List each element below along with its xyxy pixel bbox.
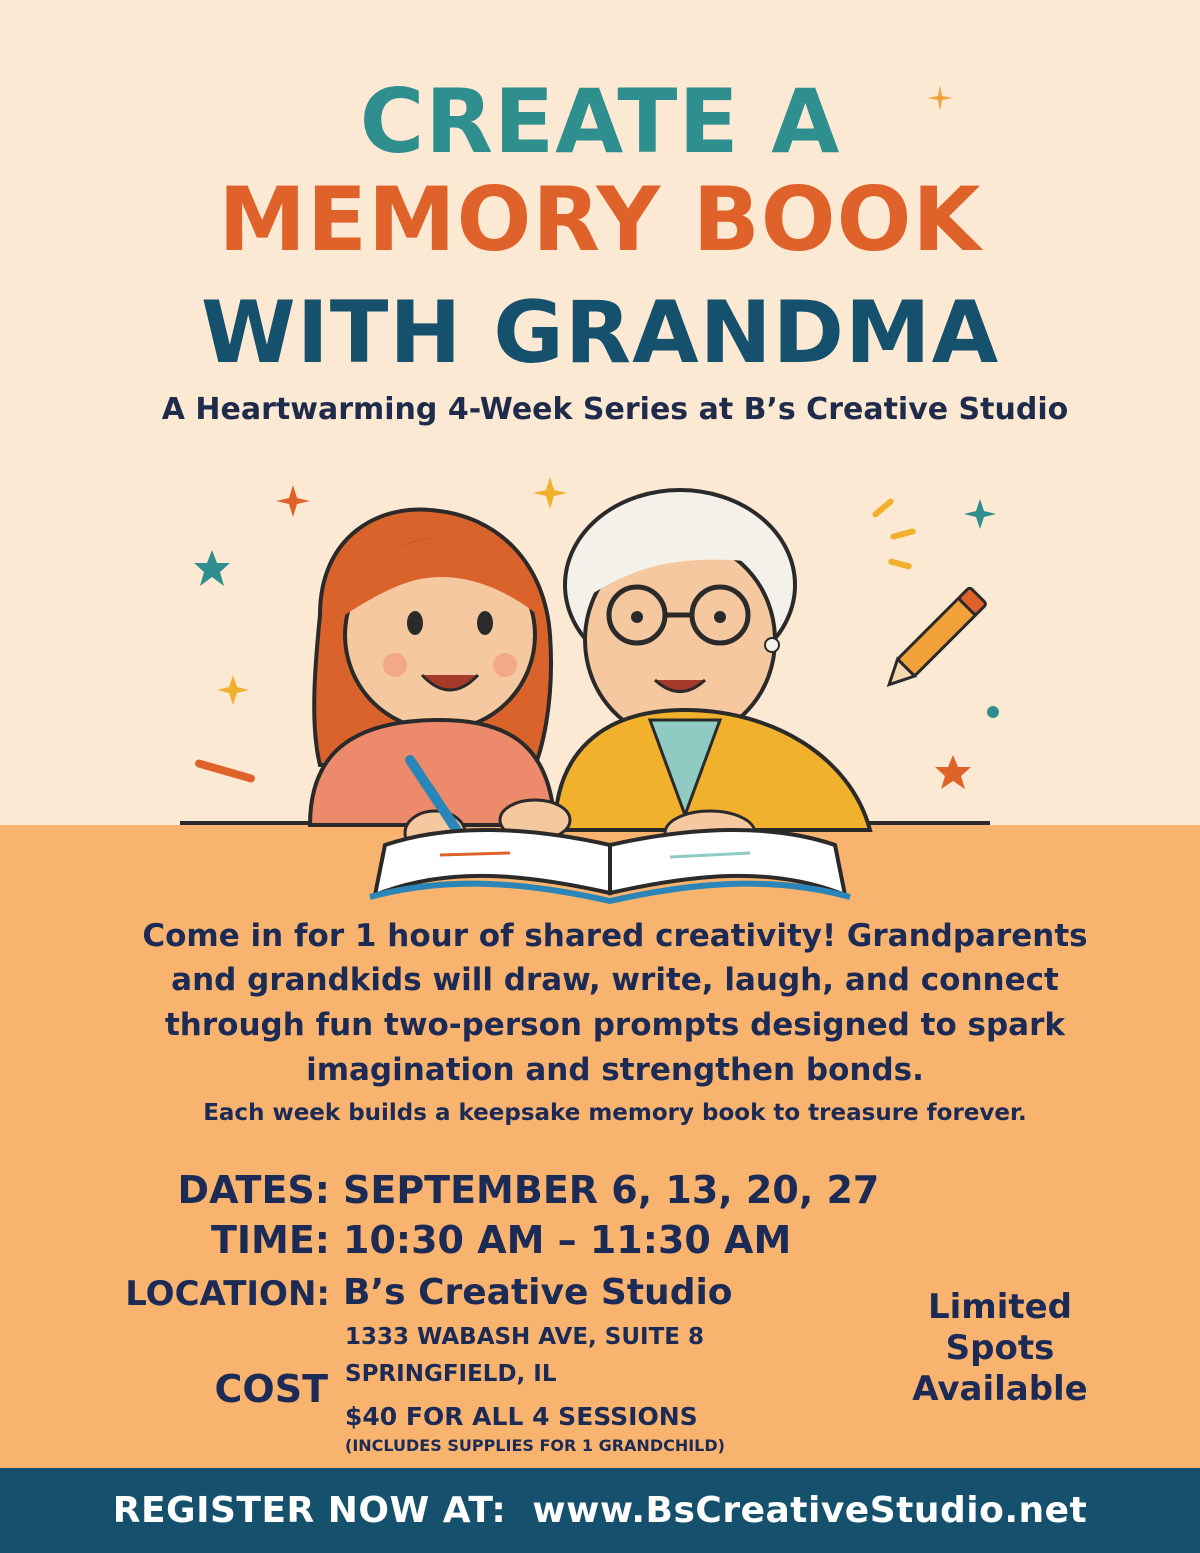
location-label: LOCATION:: [125, 1274, 330, 1314]
register-footer: [0, 1468, 1200, 1553]
cost-note: (INCLUDES SUPPLIES FOR 1 GRANDCHILD): [345, 1436, 725, 1455]
title-line-3: WITH GRANDMA: [200, 283, 1000, 383]
description-line-4: imagination and strengthen bonds.: [306, 1052, 924, 1088]
title-line-2: MEMORY BOOK: [218, 168, 982, 271]
cost-label: COST: [214, 1367, 328, 1411]
description-line-1: Come in for 1 hour of shared creativity! Grandparents: [142, 918, 1088, 954]
title-line-1: CREATE A: [359, 70, 841, 173]
grandma-and-child-illustration: [150, 465, 1050, 905]
grandma-figure: [500, 490, 870, 855]
address-line-2: SPRINGFIELD, IL: [345, 1361, 557, 1387]
pencil-icon: [881, 587, 987, 693]
description-line-3: through fun two-person prompts designed to spark: [164, 1007, 1065, 1043]
dates-value: SEPTEMBER 6, 13, 20, 27: [343, 1168, 880, 1212]
open-book-icon: [370, 830, 850, 901]
subtitle: A Heartwarming 4-Week Series at B’s Creative Studio: [161, 392, 1069, 427]
time-value: 10:30 AM – 11:30 AM: [343, 1218, 792, 1262]
sparkle-icon: [925, 83, 955, 113]
address-line-1: 1333 WABASH AVE, SUITE 8: [345, 1324, 705, 1350]
cost-value: $40 FOR ALL 4 SESSIONS: [345, 1402, 698, 1431]
limited-spots-note: [880, 1287, 1120, 1410]
limited-line-2: Spots: [945, 1328, 1055, 1368]
description-line-5: Each week builds a keepsake memory book to treasure forever.: [203, 1100, 1027, 1126]
location-value: B’s Creative Studio: [343, 1272, 733, 1313]
limited-line-3: Available: [912, 1369, 1088, 1409]
dates-label: DATES:: [177, 1168, 330, 1212]
time-label: TIME:: [210, 1218, 330, 1262]
description-line-2: and grandkids will draw, write, laugh, and connect: [171, 962, 1059, 998]
register-link[interactable]: REGISTER NOW AT: www.BsCreativeStudio.net: [112, 1490, 1088, 1531]
limited-line-1: Limited: [927, 1287, 1073, 1327]
